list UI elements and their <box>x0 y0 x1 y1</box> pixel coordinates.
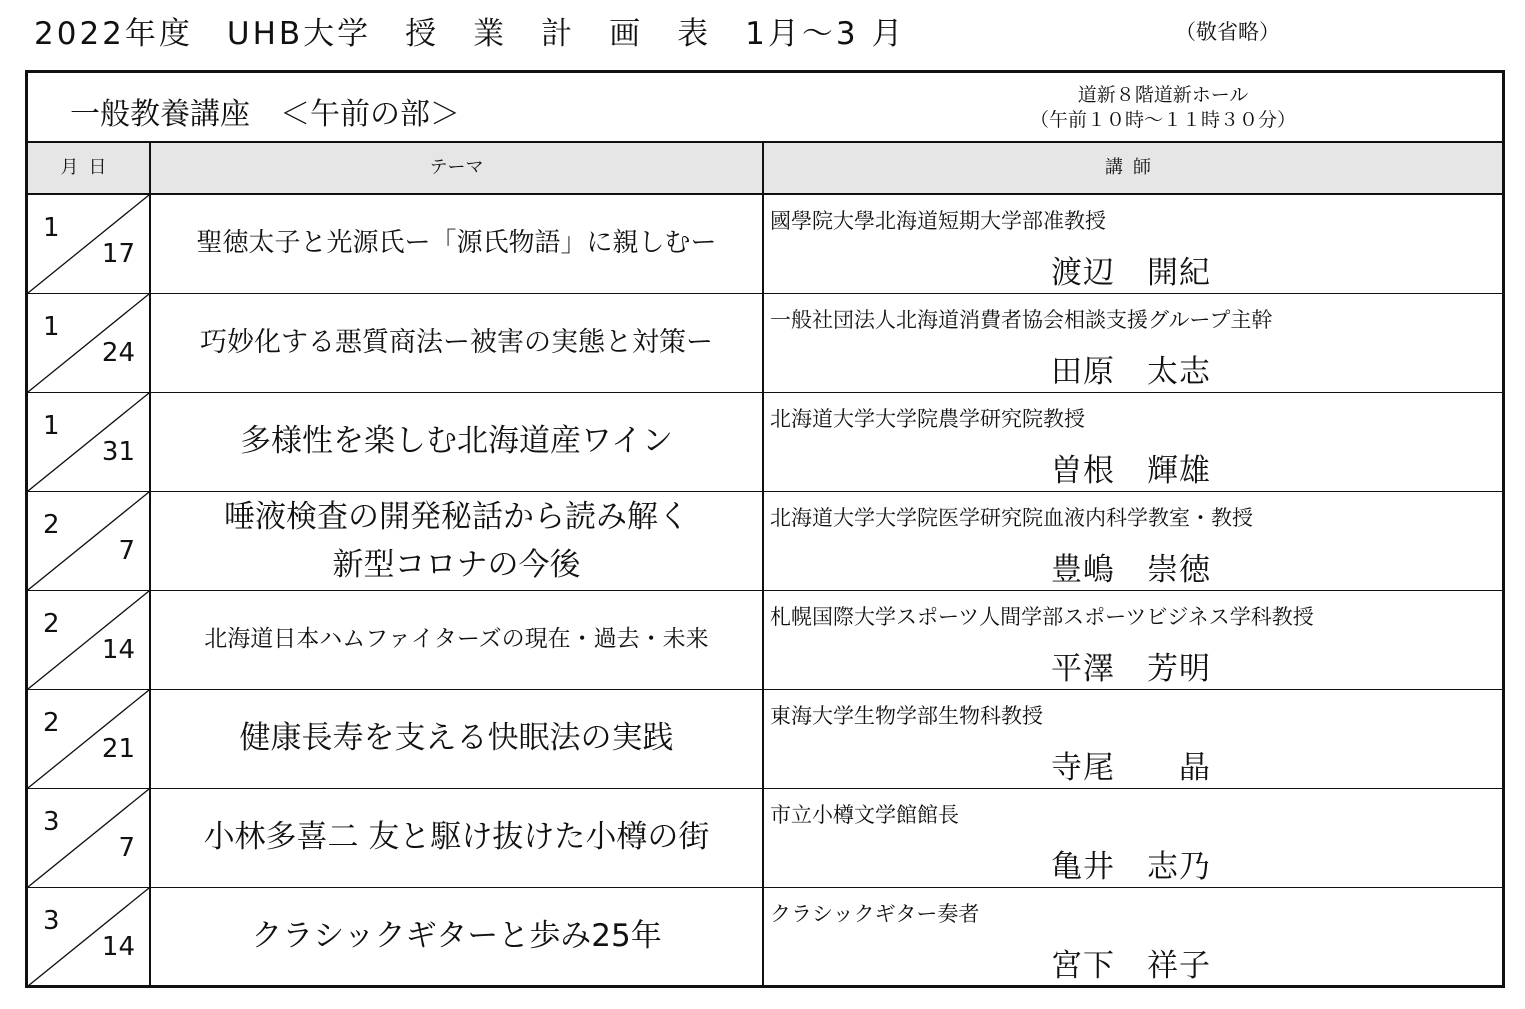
lecture-series-title: 一般教養講座 ＜午前の部＞ <box>70 97 460 132</box>
theme-text: 多様性を楽しむ北海道産ワイン <box>239 423 674 460</box>
theme-text: 新型コロナの今後 <box>332 547 581 583</box>
theme-cell <box>151 690 764 788</box>
theme-cell <box>151 789 764 887</box>
date-day: 21 <box>101 734 135 764</box>
column-headers <box>28 143 1502 195</box>
lecturer-name: 曽根 輝雄 <box>1051 453 1211 489</box>
document-title: 2022年度 UHB大学 授 業 計 画 表 1月～3 月 <box>34 16 906 52</box>
schedule-table <box>25 70 1505 988</box>
lecturer-affiliation: 東海大学生物学部生物科教授 <box>770 704 1043 728</box>
honorifics-note: （敬省略） <box>1175 20 1280 44</box>
column-header-theme: テーマ <box>151 143 764 193</box>
lecturer-name: 豊嶋 崇徳 <box>1051 552 1211 588</box>
lecturer-name: 寺尾 晶 <box>1051 750 1211 786</box>
date-month: 3 <box>43 807 60 837</box>
lecturer-name: 亀井 志乃 <box>1051 849 1211 885</box>
venue-info <box>928 83 1398 133</box>
date-month: 2 <box>43 510 60 540</box>
theme-text: 巧妙化する悪質商法ー被害の実態と対策ー <box>200 326 713 358</box>
lecturer-cell <box>764 789 1502 887</box>
theme-cell <box>151 591 764 689</box>
venue-name: 道新８階道新ホール <box>1077 84 1249 106</box>
date-day: 31 <box>101 437 135 467</box>
lecturer-name: 田原 太志 <box>1051 354 1211 390</box>
schedule-row <box>28 789 1502 888</box>
date-day: 14 <box>101 635 135 665</box>
lecturer-cell <box>764 393 1502 491</box>
theme-cell <box>151 492 764 590</box>
date-cell <box>28 591 151 689</box>
date-cell <box>28 492 151 590</box>
theme-text: 聖徳太子と光源氏ー「源氏物語」に親しむー <box>196 228 717 259</box>
table-header <box>28 73 1502 143</box>
date-day: 17 <box>101 239 135 269</box>
date-day: 7 <box>118 833 135 863</box>
lecturer-name: 宮下 祥子 <box>1051 948 1211 984</box>
date-month: 3 <box>43 906 60 936</box>
theme-cell <box>151 195 764 293</box>
lecturer-affiliation: 札幌国際大学スポーツ人間学部スポーツビジネス学科教授 <box>770 605 1314 629</box>
date-cell <box>28 393 151 491</box>
schedule-row <box>28 690 1502 789</box>
lecturer-cell <box>764 492 1502 590</box>
date-day: 24 <box>101 338 135 368</box>
date-cell <box>28 195 151 293</box>
lecturer-affiliation: 國學院大學北海道短期大学部准教授 <box>770 209 1106 233</box>
date-cell <box>28 294 151 392</box>
lecturer-affiliation: 一般社団法人北海道消費者協会相談支援グループ主幹 <box>770 308 1273 332</box>
lecturer-affiliation: クラシックギター奏者 <box>770 902 980 926</box>
lecturer-affiliation: 北海道大学大学院医学研究院血液内科学教室・教授 <box>770 506 1253 530</box>
date-month: 1 <box>43 213 60 243</box>
lecturer-cell <box>764 888 1502 986</box>
date-cell <box>28 888 151 986</box>
schedule-row <box>28 294 1502 393</box>
date-month: 1 <box>43 312 60 342</box>
theme-text: 小林多喜二 友と駆け抜けた小樽の街 <box>203 819 710 856</box>
date-day: 7 <box>118 536 135 566</box>
venue-time: （午前１０時～１１時３０分） <box>1029 109 1296 131</box>
theme-cell <box>151 393 764 491</box>
theme-cell <box>151 294 764 392</box>
lecturer-name: 渡辺 開紀 <box>1051 255 1211 291</box>
schedule-row <box>28 888 1502 987</box>
date-month: 2 <box>43 708 60 738</box>
lecturer-affiliation: 市立小樽文学館館長 <box>770 803 959 827</box>
date-month: 1 <box>43 411 60 441</box>
schedule-row <box>28 591 1502 690</box>
schedule-rows <box>28 195 1502 987</box>
date-cell <box>28 789 151 887</box>
lecturer-cell <box>764 294 1502 392</box>
lecturer-name: 平澤 芳明 <box>1051 651 1211 687</box>
schedule-row <box>28 492 1502 591</box>
date-cell <box>28 690 151 788</box>
lecturer-affiliation: 北海道大学大学院農学研究院教授 <box>770 407 1085 431</box>
schedule-row <box>28 393 1502 492</box>
column-header-lecturer: 講師 <box>1105 157 1161 178</box>
theme-text: 健康長寿を支える快眠法の実践 <box>239 720 674 757</box>
lecturer-cell <box>764 195 1502 293</box>
schedule-row <box>28 195 1502 294</box>
date-day: 14 <box>101 932 135 962</box>
column-header-date: 月日 <box>28 143 151 193</box>
theme-text: クラシックギターと歩み25年 <box>251 918 662 955</box>
lecturer-cell <box>764 690 1502 788</box>
theme-cell <box>151 888 764 986</box>
date-month: 2 <box>43 609 60 639</box>
theme-text: 北海道日本ハムファイターズの現在・過去・未来 <box>204 626 709 653</box>
lecturer-cell <box>764 591 1502 689</box>
theme-text: 唾液検査の開発秘話から読み解く <box>224 498 689 535</box>
